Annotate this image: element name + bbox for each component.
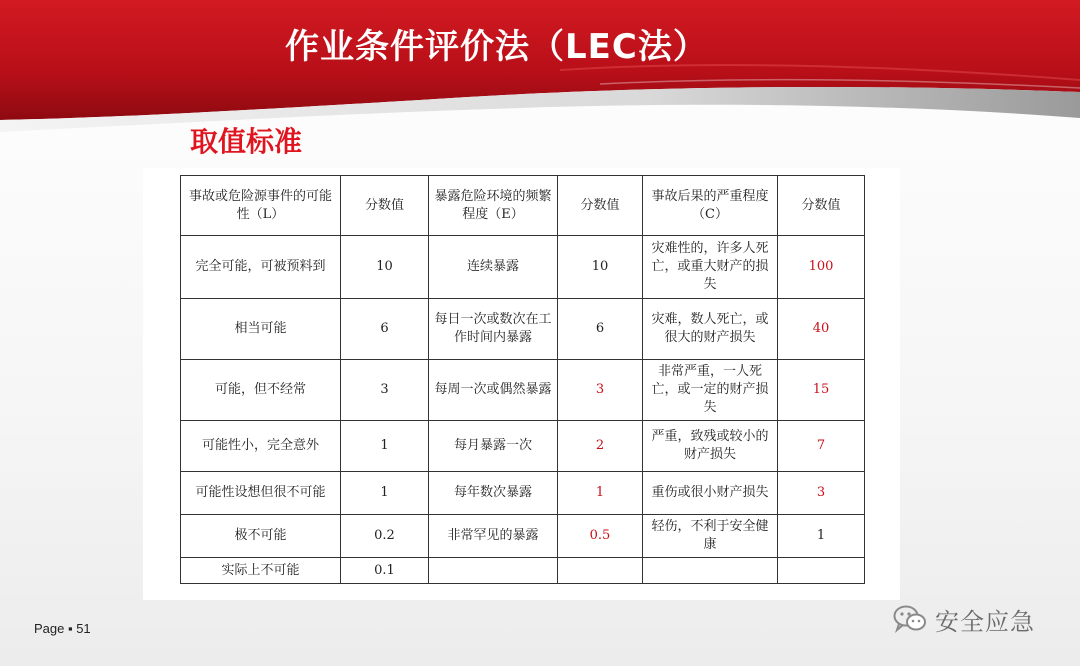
cell-e: 每月暴露一次 [429, 421, 558, 472]
cell-l-score: 0.2 [341, 515, 429, 558]
cell-l: 极不可能 [181, 515, 341, 558]
cell-c-score: 15 [778, 360, 865, 421]
cell-c: 重伤或很小财产损失 [643, 472, 778, 515]
cell-c: 非常严重，一人死亡，或一定的财产损失 [643, 360, 778, 421]
cell-l: 相当可能 [181, 299, 341, 360]
cell-l: 实际上不可能 [181, 558, 341, 584]
wechat-icon [893, 604, 927, 634]
cell-l-score: 1 [341, 421, 429, 472]
cell-c-score: 40 [778, 299, 865, 360]
section-subtitle: 取值标准 [190, 125, 303, 158]
table-row [181, 236, 865, 299]
watermark-text: 安全应急 [935, 607, 1035, 636]
cell-l-score: 0.1 [341, 558, 429, 584]
table-row [181, 558, 865, 584]
cell-e-score: 10 [558, 236, 643, 299]
header-e: 暴露危险环境的频繁程度（E） [429, 176, 558, 236]
table-row [181, 421, 865, 472]
table-row [181, 472, 865, 515]
cell-l-score: 10 [341, 236, 429, 299]
header-c: 事故后果的严重程度（C） [643, 176, 778, 236]
cell-l: 完全可能，可被预料到 [181, 236, 341, 299]
cell-c: 轻伤，不利于安全健康 [643, 515, 778, 558]
slide-title: 作业条件评价法（LEC法） [285, 27, 708, 67]
cell-c-score: 1 [778, 515, 865, 558]
cell-l: 可能性小，完全意外 [181, 421, 341, 472]
header-l: 事故或危险源事件的可能性（L） [181, 176, 341, 236]
cell-e [429, 558, 558, 584]
cell-e: 每周一次或偶然暴露 [429, 360, 558, 421]
cell-c: 灾难，数人死亡，或很大的财产损失 [643, 299, 778, 360]
cell-c-score [778, 558, 865, 584]
cell-e: 每日一次或数次在工作时间内暴露 [429, 299, 558, 360]
cell-l: 可能，但不经常 [181, 360, 341, 421]
cell-l-score: 6 [341, 299, 429, 360]
cell-e: 每年数次暴露 [429, 472, 558, 515]
watermark [893, 602, 1035, 636]
cell-e-score [558, 558, 643, 584]
cell-e-score: 3 [558, 360, 643, 421]
cell-l-score: 3 [341, 360, 429, 421]
cell-c-score: 3 [778, 472, 865, 515]
cell-l: 可能性设想但很不可能 [181, 472, 341, 515]
cell-e-score: 1 [558, 472, 643, 515]
table-row [181, 360, 865, 421]
header-c-score: 分数值 [778, 176, 865, 236]
cell-e-score: 2 [558, 421, 643, 472]
cell-c-score: 7 [778, 421, 865, 472]
table-header-row [181, 176, 865, 236]
cell-c: 严重，致残或较小的财产损失 [643, 421, 778, 472]
header-l-score: 分数值 [341, 176, 429, 236]
cell-e-score: 6 [558, 299, 643, 360]
lec-criteria-table [180, 175, 865, 584]
cell-c [643, 558, 778, 584]
cell-c-score: 100 [778, 236, 865, 299]
cell-e-score: 0.5 [558, 515, 643, 558]
table-row [181, 299, 865, 360]
table-row [181, 515, 865, 558]
cell-c: 灾难性的，许多人死亡，或重大财产的损失 [643, 236, 778, 299]
cell-l-score: 1 [341, 472, 429, 515]
cell-e: 非常罕见的暴露 [429, 515, 558, 558]
cell-e: 连续暴露 [429, 236, 558, 299]
page-number: Page ▪ 51 [34, 621, 91, 636]
header-e-score: 分数值 [558, 176, 643, 236]
